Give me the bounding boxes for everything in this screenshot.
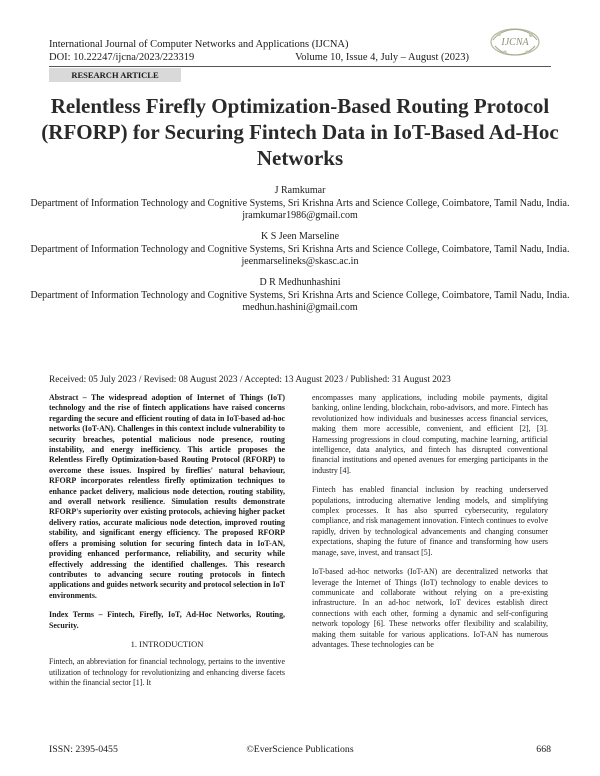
page-footer xyxy=(49,744,551,755)
journal-header xyxy=(49,38,469,64)
article-type-badge: RESEARCH ARTICLE xyxy=(49,68,181,82)
publication-dates: Received: 05 July 2023 / Revised: 08 August 2023 / Accepted: 13 August 2023 / Published: 31 August 2023 xyxy=(49,375,451,385)
author-block xyxy=(30,185,570,223)
left-column xyxy=(49,393,285,698)
body-paragraph: encompasses many applications, including mobile payments, digital banking, online lending, blockchain, robo-advisors, and more. Fintech has revolutionized how individuals and businesses access financial services, making them more accessible, convenient, and efficient [2], [3]. Harnessing progressions in cloud computing, machine learning, artificial intelligence, data analytics, and fintech has disrupted conventional financial institutions and opened avenues for emerging participants in the industry [4]. xyxy=(312,393,548,475)
page-number: 668 xyxy=(536,744,551,755)
author-block xyxy=(30,231,570,269)
author-email[interactable]: jramkumar1986@gmail.com xyxy=(242,210,358,221)
journal-logo xyxy=(485,22,545,62)
author-affiliation: Department of Information Technology and Cognitive Systems, Sri Krishna Arts and Science College, Coimbatore, Tamil Nadu, India. xyxy=(30,243,570,255)
header-divider xyxy=(49,66,551,67)
body-paragraph: Fintech has enabled financial inclusion by reaching underserved populations, introducing alternative lending models, and simplifying complex processes. It has also spurred cybersecurity, regulatory compliance, and risk management innovation. Fintech continues to evolve rapidly, driven by technological advancements and changing consumer expectations, shaping the future of finance and transforming how users manage, save, invest, and transact [5]. xyxy=(312,485,548,557)
abstract: Abstract – The widespread adoption of Internet of Things (IoT) technology and the rise of fintech applications have raised concerns regarding the secure and efficient routing of data in IoT-based ad-hoc networks (IoT-AN). Challenges in this context include vulnerability to security breaches, potential malicious node presence, routing instability, and energy inefficiency. This article proposes the Relentless Firefly Optimization-based Routing Protocol (RFORP) to overcome these issues. Inspired by fireflies' natural behaviour, RFORP incorporates relentless firefly optimization techniques to enhance packet delivery, malicious node detection, routing stability, and overall network resilience. Simulation results demonstrate RFORP's superiority over existing protocols, achieving higher packet delivery ratios, accurate malicious node detection, improved routing stability, and significant energy efficiency. The proposed RFORP offers a promising solution for securing fintech data in IoT-AN, providing enhanced performance, reliability, and security while effectively addressing the identified challenges. This research contributes to advancing secure routing protocols in fintech applications and guides network security and protocol selection in IoT environments. xyxy=(49,393,285,600)
doi[interactable]: DOI: 10.22247/ijcna/2023/223319 xyxy=(49,52,195,63)
author-block xyxy=(30,277,570,315)
author-name: K S Jeen Marseline xyxy=(260,231,340,242)
author-affiliation: Department of Information Technology and Cognitive Systems, Sri Krishna Arts and Science College, Coimbatore, Tamil Nadu, India. xyxy=(30,197,570,209)
intro-paragraph: Fintech, an abbreviation for financial technology, pertains to the inventive utilization of technology for revolutionizing and enhancing diverse facets within the financial sector [1]. It xyxy=(49,657,285,688)
author-email[interactable]: jeenmarselineks@skasc.ac.in xyxy=(241,256,359,267)
author-email[interactable]: medhun.hashini@gmail.com xyxy=(242,302,358,313)
index-terms: Index Terms – Fintech, Firefly, IoT, Ad-Hoc Networks, Routing, Security. xyxy=(49,610,285,630)
body-paragraph: IoT-based ad-hoc networks (IoT-AN) are decentralized networks that leverage the Internet of Things (IoT) technology to enable devices to communicate and collaborate without relying on a pre-existing infrastructure. In an ad-hoc network, IoT devices establish direct connections with each other, forming a dynamic and self-configuring network topology [6]. These networks offer flexibility and scalability, making them suitable for various applications. IoT-AN has numerous advantages. These technologies can be xyxy=(312,567,548,649)
journal-name: International Journal of Computer Networks and Applications (IJCNA) xyxy=(49,39,349,50)
publisher: ©EverScience Publications xyxy=(246,744,354,755)
issn: ISSN: 2395-0455 xyxy=(49,744,118,755)
volume-info: Volume 10, Issue 4, July – August (2023) xyxy=(295,52,469,63)
author-name: D R Medhunhashini xyxy=(259,277,341,288)
section-heading-introduction: 1. INTRODUCTION xyxy=(130,638,204,649)
author-list xyxy=(30,185,570,323)
paper-title: Relentless Firefly Optimization-Based Routing Protocol (RFORP) for Securing Fintech Data in IoT-Based Ad-Hoc Networks xyxy=(41,94,559,170)
author-name: J Ramkumar xyxy=(274,185,326,196)
right-column xyxy=(312,393,548,659)
svg-text:IJCNA: IJCNA xyxy=(501,37,529,48)
author-affiliation: Department of Information Technology and Cognitive Systems, Sri Krishna Arts and Science College, Coimbatore, Tamil Nadu, India. xyxy=(30,289,570,301)
journal-logo-icon xyxy=(485,22,545,62)
